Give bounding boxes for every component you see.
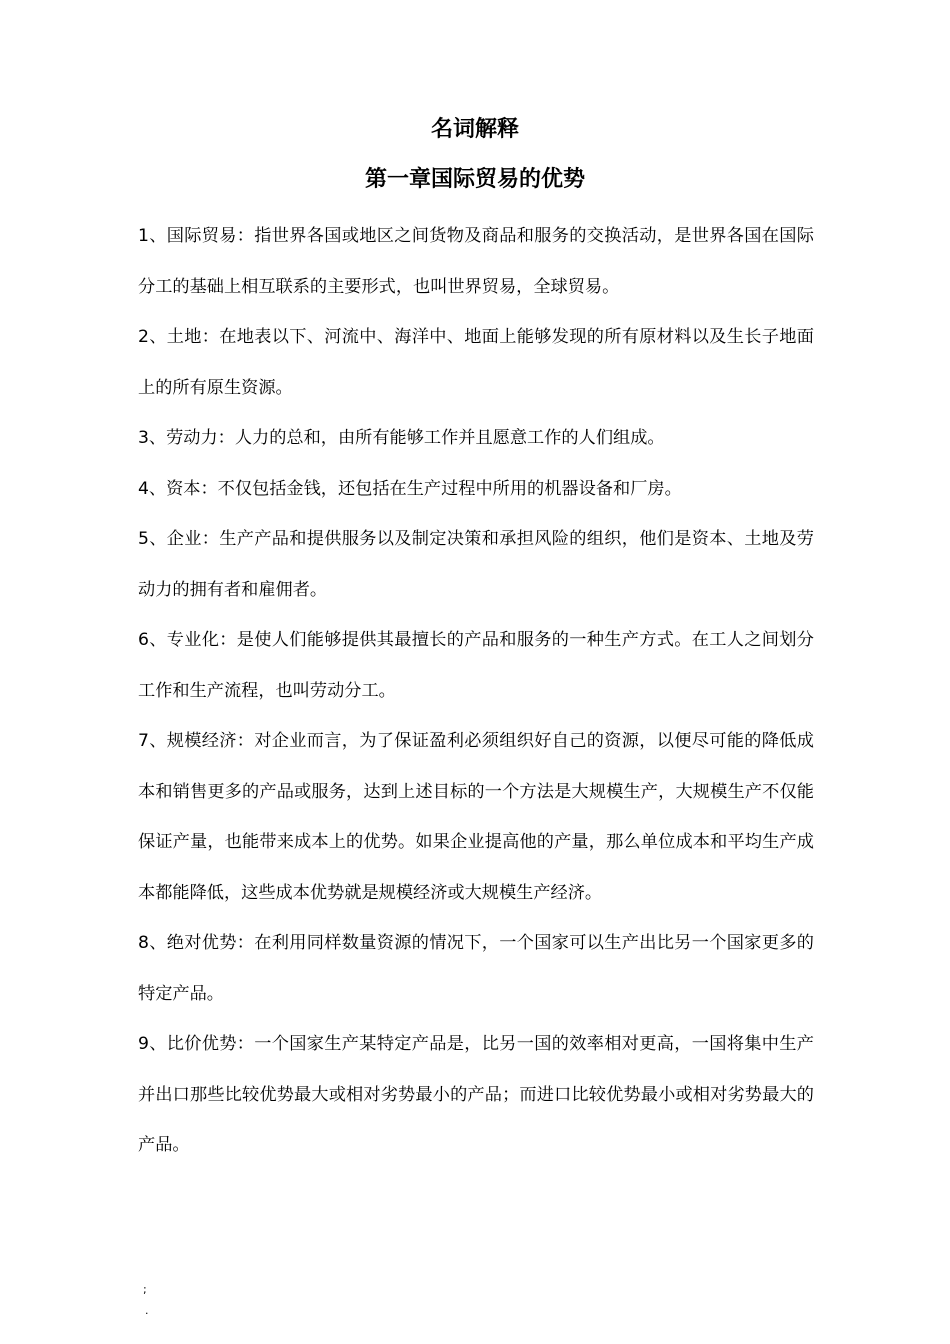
definition-item: 4、资本：不仅包括金钱，还包括在生产过程中所用的机器设备和厂房。 [138,478,682,499]
definition-item: 5、企业：生产产品和提供服务以及制定决策和承担风险的组织，他们是资本、土地及劳动力的拥有者和雇佣者。 [138,529,814,600]
definition-item: 2、土地：在地表以下、河流中、海洋中、地面上能够发现的所有原材料以及生长子地面上的所有原生资源。 [138,327,814,398]
definition-item: 3、劳动力：人力的总和，由所有能够工作并且愿意工作的人们组成。 [138,428,665,448]
definition-item: 8、绝对优势：在利用同样数量资源的情况下，一个国家可以生产出比另一个国家更多的特定产品。 [138,933,814,1004]
definition-list [138,211,814,1171]
page-title: 名词解释 [430,117,519,142]
footer-mark: . [145,1304,149,1317]
definition-item: 1、国际贸易：指世界各国或地区之间货物及商品和服务的交换活动，是世界各国在国际分工的基础上相互联系的主要形式，也叫世界贸易，全球贸易。 [138,226,814,297]
chapter-title: 第一章国际贸易的优势 [364,167,585,192]
definition-item: 6、专业化：是使人们能够提供其最擅长的产品和服务的一种生产方式。在工人之间划分工作和生产流程，也叫劳动分工。 [138,630,814,701]
definition-item: 7、规模经济：对企业而言，为了保证盈利必须组织好自己的资源，以便尽可能的降低成本和销售更多的产品或服务，达到上述目标的一个方法是大规模生产，大规模生产不仅能保证产量，也能带来成本上的优势。如果企业提高他的产量，那么单位成本和平均生产成本都能降低，这些成本优势就是规模经济或大规模生产经济。 [138,731,814,903]
definition-item: 9、比价优势：一个国家生产某特定产品是，比另一国的效率相对更高，一国将集中生产并出口那些比较优势最大或相对劣势最小的产品；而进口比较优势最小或相对劣势最大的产品。 [138,1034,814,1155]
footer-mark: ; [143,1283,147,1296]
